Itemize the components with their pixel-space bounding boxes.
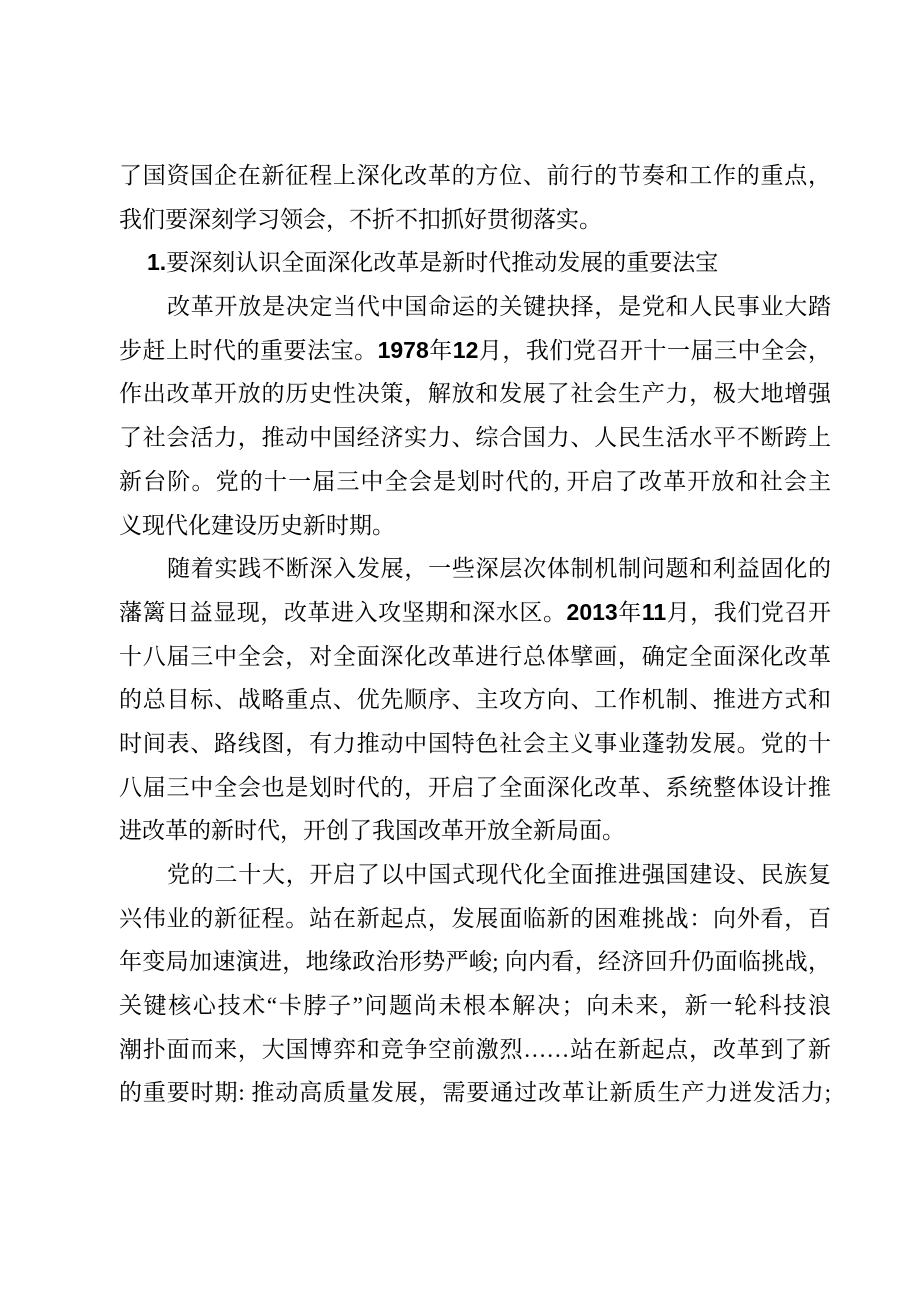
bold-number-run: 1.	[147, 249, 167, 276]
text-run: 十八届三中全会，对全面深化改革进行总体擘画，确定全面深化改革	[119, 643, 831, 669]
text-run: 党的二十大，开启了以中国式现代化全面推进强国建设、民族复	[167, 862, 831, 887]
text-run: 随着实践不断深入发展，一些深层次体制机制问题和利益固化的	[167, 556, 831, 582]
text-run: 时间表、路线图，有力推动中国特色社会主义事业蓬勃发展。党的十	[119, 730, 831, 756]
text-line	[119, 1028, 831, 1072]
text-line	[119, 1071, 831, 1115]
document-text-block	[119, 154, 831, 1115]
text-run: 藩篱日益显现，改革进入攻坚期和深水区。	[119, 599, 567, 625]
text-line	[119, 285, 831, 329]
text-line	[119, 416, 831, 460]
text-line	[119, 853, 831, 897]
bold-number-run: 2013	[566, 598, 618, 625]
text-run: 义现代化建设历史新时期。	[119, 512, 395, 538]
text-run: 八届三中全会也是划时代的，开启了全面深化改革、系统整体设计推	[119, 774, 831, 800]
text-run: 了社会活力，推动中国经济实力、综合国力、人民生活水平不断跨上	[119, 425, 831, 451]
text-run: 步赶上时代的重要法宝。	[119, 337, 378, 363]
text-line	[119, 591, 831, 635]
text-run: 进改革的新时代，开创了我国改革开放全新局面。	[119, 818, 625, 844]
text-line	[119, 678, 831, 722]
text-run: 年	[428, 337, 453, 363]
text-line	[119, 504, 831, 548]
text-run: 关键核心技术“卡脖子”问题尚未根本解决；向未来，新一轮科技浪	[119, 993, 831, 1019]
bold-number-run: 1978	[377, 336, 429, 363]
text-line	[119, 897, 831, 941]
text-run: 新台阶。党的十一届三中全会是划时代的, 开启了改革开放和社会主	[119, 468, 831, 494]
text-line	[119, 460, 831, 504]
text-line	[119, 154, 831, 198]
text-line	[119, 766, 831, 810]
text-run: 潮扑面而来，大国博弈和竞争空前激烈……站在新起点，改革到了新	[119, 1036, 831, 1062]
text-run: 月，我们党召开十一届三中全会，	[478, 337, 831, 363]
text-run: 了国资国企在新征程上深化改革的方位、前行的节奏和工作的重点，	[119, 163, 831, 188]
text-line	[119, 722, 831, 766]
text-run: 月，我们党召开	[666, 599, 831, 625]
text-run: 作出改革开放的历史性决策，解放和发展了社会生产力，极大地增强	[119, 381, 831, 407]
text-run: 兴伟业的新征程。站在新起点，发展面临新的困难挑战：向外看，百	[119, 905, 831, 931]
text-run: 改革开放是决定当代中国命运的关键抉择，是党和人民事业大踏	[167, 294, 831, 320]
text-run: 年变局加速演进，地缘政治形势严峻; 向内看，经济回升仍面临挑战，	[119, 949, 831, 975]
text-line	[119, 809, 831, 853]
text-line	[119, 940, 831, 984]
text-run: 我们要深刻学习领会，不折不扣抓好贯彻落实。	[119, 206, 602, 232]
text-line	[119, 329, 831, 373]
bold-number-run: 11	[641, 598, 667, 625]
text-line	[119, 198, 831, 242]
text-run: 的重要时期: 推动高质量发展，需要通过改革让新质生产力迸发活力;	[119, 1080, 831, 1106]
text-run: 要深刻认识全面深化改革是新时代推动发展的重要法宝	[166, 250, 719, 276]
bold-number-run: 12	[452, 336, 479, 363]
text-line	[119, 984, 831, 1028]
text-line	[119, 241, 831, 285]
text-line	[119, 372, 831, 416]
text-line	[119, 635, 831, 679]
text-run: 年	[617, 599, 642, 625]
text-line	[119, 547, 831, 591]
text-run: 的总目标、战略重点、优先顺序、主攻方向、工作机制、推进方式和	[119, 687, 831, 713]
